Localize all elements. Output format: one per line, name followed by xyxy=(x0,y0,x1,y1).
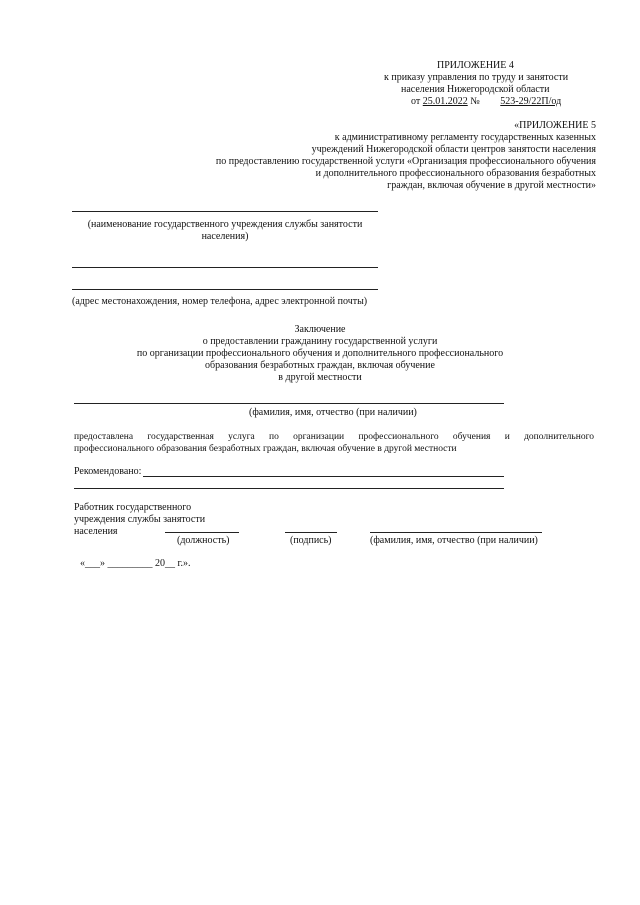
body-line-2: профессионального образования безработных граждан, включая обучение в другой местности xyxy=(74,444,457,454)
appendix-5-line-5: граждан, включая обучение в другой местности» xyxy=(387,180,596,191)
recommended-field-1[interactable] xyxy=(143,476,504,477)
institution-caption-line-1: (наименование государственного учреждения службы занятости xyxy=(87,219,363,230)
conclusion-line-1: о предоставлении гражданину государственной услуги xyxy=(202,336,438,347)
address-field-1[interactable] xyxy=(72,267,378,268)
citizen-fio-caption: (фамилия, имя, отчество (при наличии) xyxy=(249,407,417,418)
signature-field[interactable] xyxy=(285,532,337,533)
institution-name-field[interactable] xyxy=(72,211,378,212)
order-date-line xyxy=(411,96,561,108)
appendix-5-title: «ПРИЛОЖЕНИЕ 5 xyxy=(514,120,596,131)
worker-line-3: населения xyxy=(74,526,118,537)
date-prefix: от xyxy=(411,96,421,107)
worker-line-2: учреждения службы занятости xyxy=(74,514,206,525)
worker-line-1: Работник государственного xyxy=(74,502,192,513)
address-field-2[interactable] xyxy=(72,289,378,290)
conclusion-line-2: по организации профессионального обучения и дополнительного профессионального xyxy=(136,348,504,359)
institution-caption-line-2: населения) xyxy=(201,231,249,242)
order-line-1: к приказу управления по труду и занятости xyxy=(384,72,569,83)
appendix-4-title: ПРИЛОЖЕНИЕ 4 xyxy=(437,60,514,71)
worker-fio-caption: (фамилия, имя, отчество (при наличии) xyxy=(370,535,538,546)
order-number: 523-29/22П/од xyxy=(500,96,562,107)
citizen-fio-field[interactable] xyxy=(74,403,504,404)
appendix-5-line-3: по предоставлению государственной услуги «Организация профессионального обучения xyxy=(215,156,596,167)
appendix-5-line-2: учреждений Нижегородской области центров занятости населения xyxy=(311,144,596,155)
conclusion-line-4: в другой местности xyxy=(278,372,362,383)
appendix-5-line-1: к административному регламенту государственных казенных xyxy=(334,132,596,143)
position-caption: (должность) xyxy=(177,535,230,546)
recommended-field-2[interactable] xyxy=(74,488,504,489)
worker-fio-field[interactable] xyxy=(370,532,542,533)
address-caption: (адрес местонахождения, номер телефона, адрес электронной почты) xyxy=(72,296,368,307)
number-sign: № xyxy=(470,96,480,107)
signature-caption: (подпись) xyxy=(290,535,332,546)
appendix-5-line-4: и дополнительного профессионального образования безработных xyxy=(315,168,596,179)
conclusion-line-3: образования безработных граждан, включая обучение xyxy=(205,360,435,371)
conclusion-title: Заключение xyxy=(294,324,346,335)
date-line: «___» _________ 20__ г.». xyxy=(80,558,191,569)
order-date: 25.01.2022 xyxy=(422,96,468,107)
position-field[interactable] xyxy=(165,532,239,533)
order-line-2: населения Нижегородской области xyxy=(401,84,550,95)
recommended-label: Рекомендовано: xyxy=(74,466,142,477)
body-line-1: предоставлена государственная услуга по организации профессионального обучения и дополнительного xyxy=(74,432,594,442)
